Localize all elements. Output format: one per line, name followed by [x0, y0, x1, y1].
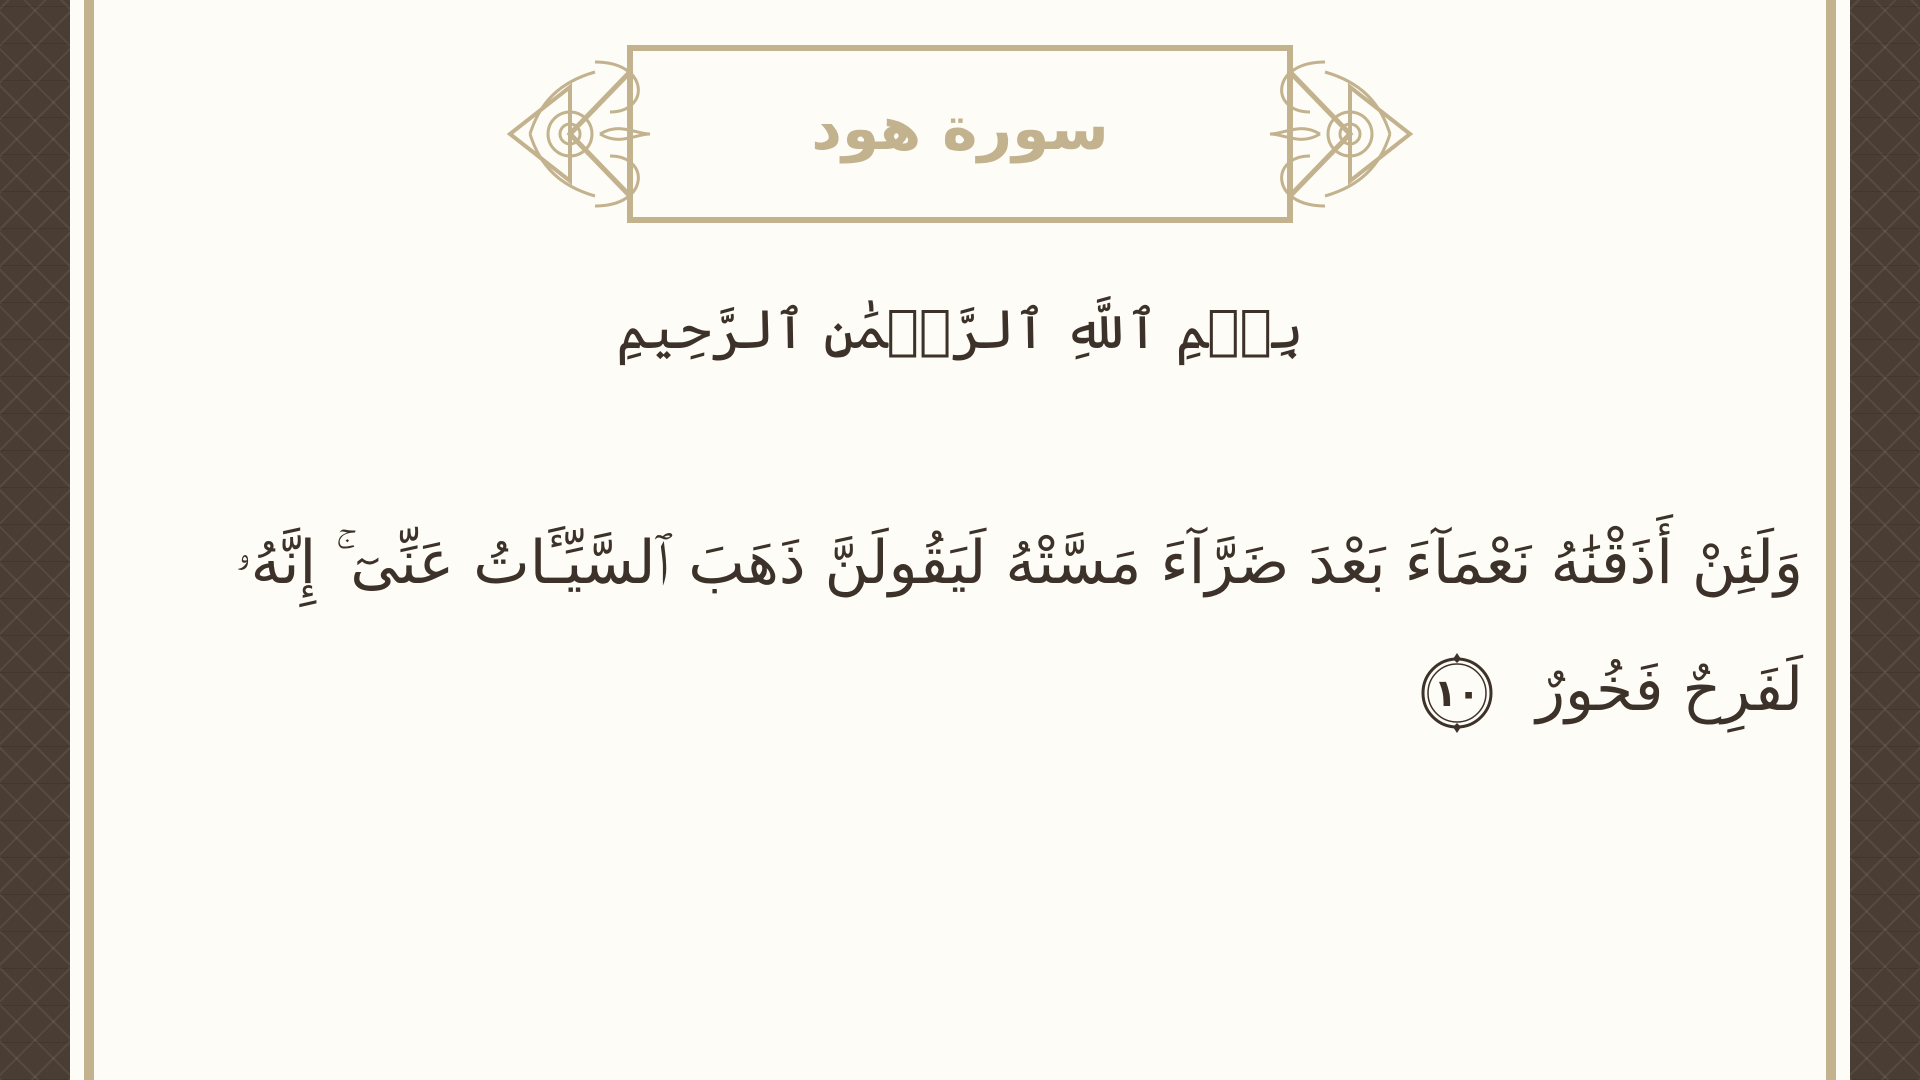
right-ornamental-border — [1850, 0, 1920, 1080]
verse-block — [180, 500, 1803, 754]
ayah-marker — [1415, 651, 1499, 735]
right-gold-rule — [1826, 0, 1836, 1080]
verse-text: وَلَئِنْ أَذَقْنَٰهُ نَعْمَآءَ بَعْدَ ضَرَّآءَ مَسَّتْهُ لَيَقُولَنَّ ذَهَبَ ٱلسَّيِّـَٔاتُ عَنِّىٓ ۚ إِنَّهُۥ لَفَرِحٌ فَخُورٌ — [235, 528, 1803, 725]
surah-title: سورة هود — [811, 94, 1109, 164]
left-gold-rule — [84, 0, 94, 1080]
surah-title-cartouche — [500, 42, 1420, 227]
left-ornamental-border — [0, 0, 70, 1080]
ayah-number: ١٠ — [1433, 671, 1481, 716]
basmala: بِسۡمِ ٱللَّهِ ٱلرَّحۡمَٰنِ ٱلرَّحِيمِ — [616, 298, 1304, 361]
